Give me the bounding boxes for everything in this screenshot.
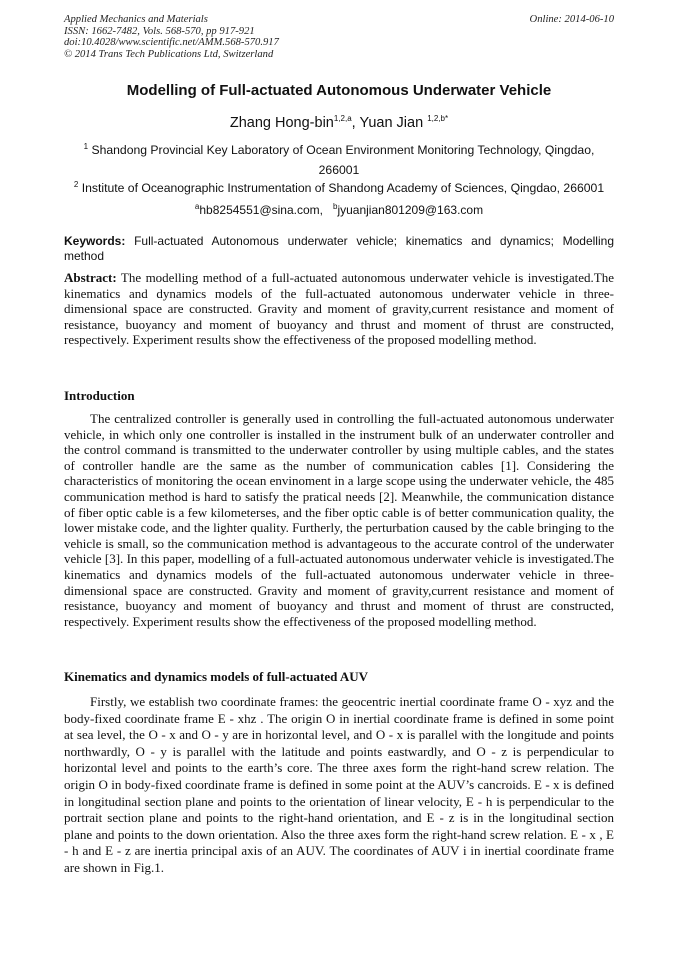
kinematics-paragraph: Firstly, we establish two coordinate frames: the geocentric inertial coordinate frame O - xyz and the body-fixed coordinate frame E - xhz . The origin O in inertial coordinate frame is defined in some point at sea level, the O - x and O - y are in horizontal level, and O - x is parallel with the longitude and points northwardly, O - y is parallel with the latitude and points eastwardly, and O - z is perpendicular to horizontal level and points to the earth’s core. The three axes form the right-hand screw relation. The origin O in body-fixed coordinate frame is defined in some point at the AUV’s cancroids. E - x is defined in longitudinal section plane and points to the orientation of linear velocity, E - h is perpendicular to the portrait section plane and points to the right-hand orientation, and E - z is in the longitudinal section plane and points to the down orientation. Also the three axes form the right-hand screw relation. E - x , E - h and E - z are inertia principal axis of an AUV. The coordinates of AUV i in inertial coordinate frame are shown in Fig.1. xyxy=(64,694,614,875)
email-line xyxy=(64,203,614,217)
email-1-mark: a xyxy=(194,202,200,211)
doi-line: doi:10.4028/www.scientific.net/AMM.568-570.917 xyxy=(64,37,279,48)
abstract-text: The modelling method of a full-actuated autonomous underwater vehicle is investigated.The kinematics and dynamics models of the full-actuated autonomous underwater vehicle in three- dimensional space are constructed. Gravity and moment of gravity,current resistance and moment of resistance, buoyancy and moment of buoyancy and thrust and moment of thrust are constructed, respectively. Experiment results show the effectiveness of the proposed modelling method. xyxy=(64,270,614,348)
keywords-text: Full-actuated Autonomous underwater vehicle; kinematics and dynamics; Modelling method xyxy=(64,234,614,263)
paper-title: Modelling of Full-actuated Autonomous Underwater Vehicle xyxy=(126,82,552,99)
keywords-label: Keywords: xyxy=(64,234,126,248)
affiliation-1-number: 1 xyxy=(83,141,89,151)
author-separator: , xyxy=(351,115,360,131)
affiliation-1 xyxy=(64,140,614,180)
abstract-label: Abstract: xyxy=(64,270,117,285)
kinematics-heading: Kinematics and dynamics models of full-actuated AUV xyxy=(64,669,369,684)
affiliation-2-text: Institute of Oceanographic Instrumentation of Shandong Academy of Sciences, Qingdao, 266001 xyxy=(78,181,605,195)
introduction-heading: Introduction xyxy=(64,388,135,403)
abstract-block xyxy=(64,270,614,348)
email-1: hb8254551@sina.com, xyxy=(199,203,323,217)
journal-name: Applied Mechanics and Materials xyxy=(64,14,208,25)
email-2-mark: b xyxy=(333,202,338,211)
online-date: Online: 2014-06-10 xyxy=(529,14,614,25)
introduction-paragraph: The centralized controller is generally used in controlling the full-actuated autonomous underwater vehicle, in which only one controller is installed in the instrument bulk of an underwater controller and the control command is transmitted to the underwater controller by using multiple cables, and the states of controller handle are the same as the number of communication cables [1]. Considering the characteristics of monitoring the ocean envinoment in a large scope using the underwater vehicle, the 485 communication method is hard to satisfy the pratical needs [2]. Meanwhile, the communication distance of fiber optic cable is a few kilometerses, and the fiber optic cable is of better communication quality, the lower mistake code, and the lighter quality. Furtherly, the perturbation caused by the cable bringing to the vehicle is small, so the communication method is advantageous to the accurate control of the underwater vehicle [3]. In this paper, modelling of a full-actuated autonomous underwater vehicle is investigated.The kinematics and dynamics models of the full-actuated autonomous underwater vehicle in three- dimensional space are constructed. Gravity and moment of gravity,current resistance and moment of resistance, buoyancy and moment of buoyancy and thrust and moment of thrust are constructed, respectively. Experiment results show the effectiveness of the proposed modelling method. xyxy=(64,411,614,629)
email-2: jyuanjian801209@163.com xyxy=(337,203,484,217)
journal-header xyxy=(64,14,614,60)
keywords-block xyxy=(64,234,614,264)
affiliation-2-number: 2 xyxy=(73,179,79,189)
author-1-name: Zhang Hong-bin xyxy=(229,115,334,131)
author-line xyxy=(64,115,614,131)
author-2-affil-mark: 1,2,b* xyxy=(427,114,449,124)
affiliation-2 xyxy=(64,178,614,198)
author-2-name: Yuan Jian xyxy=(359,115,428,131)
author-1-affil-mark: 1,2,a xyxy=(333,114,352,124)
issn-line: ISSN: 1662-7482, Vols. 568-570, pp 917-921 xyxy=(64,25,255,37)
affiliation-1-text: Shandong Provincial Key Laboratory of Ocean Environment Monitoring Technology, Qingdao, 266001 xyxy=(88,143,595,177)
copyright-line: © 2014 Trans Tech Publications Ltd, Switzerland xyxy=(64,48,274,60)
